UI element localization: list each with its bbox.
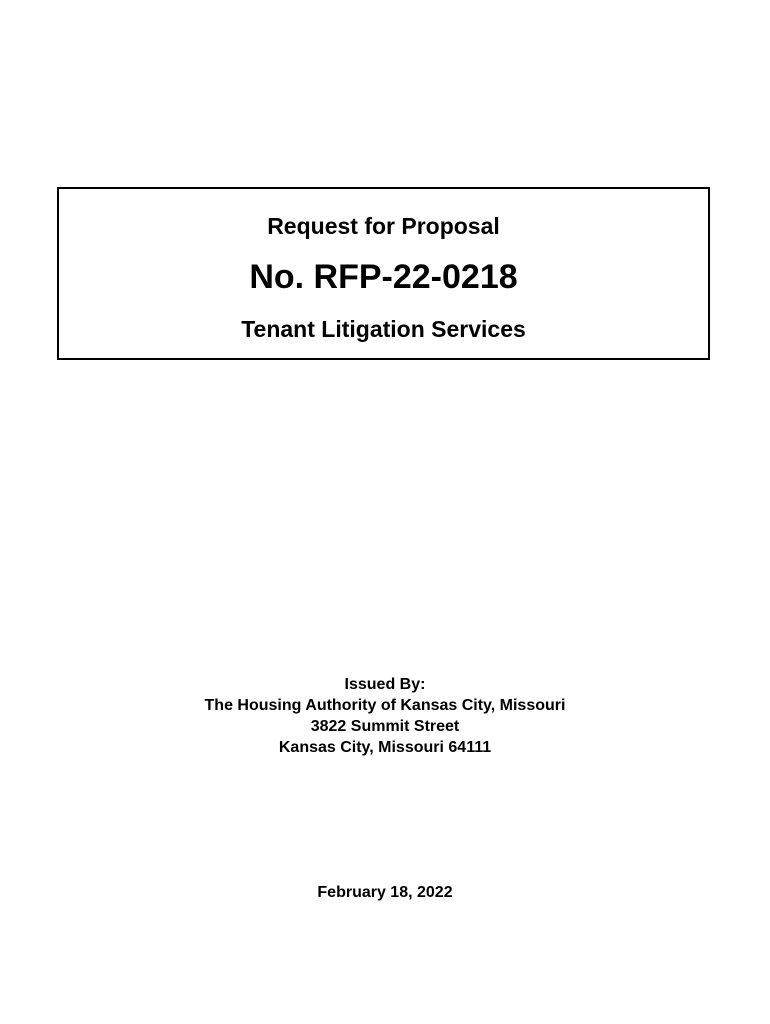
- issuer-city-state-zip: Kansas City, Missouri 64111: [278, 739, 492, 756]
- issuer-organization: The Housing Authority of Kansas City, Missouri: [204, 697, 566, 714]
- issued-by-label: Issued By:: [344, 676, 426, 693]
- rfp-number: No. RFP-22-0218: [249, 258, 518, 296]
- issuer-block: [0, 674, 770, 758]
- issuer-street: 3822 Summit Street: [310, 718, 460, 735]
- title-box: [57, 187, 710, 360]
- rfp-heading: Request for Proposal: [267, 213, 500, 239]
- issue-date: February 18, 2022: [317, 884, 453, 901]
- rfp-subject: Tenant Litigation Services: [241, 316, 526, 342]
